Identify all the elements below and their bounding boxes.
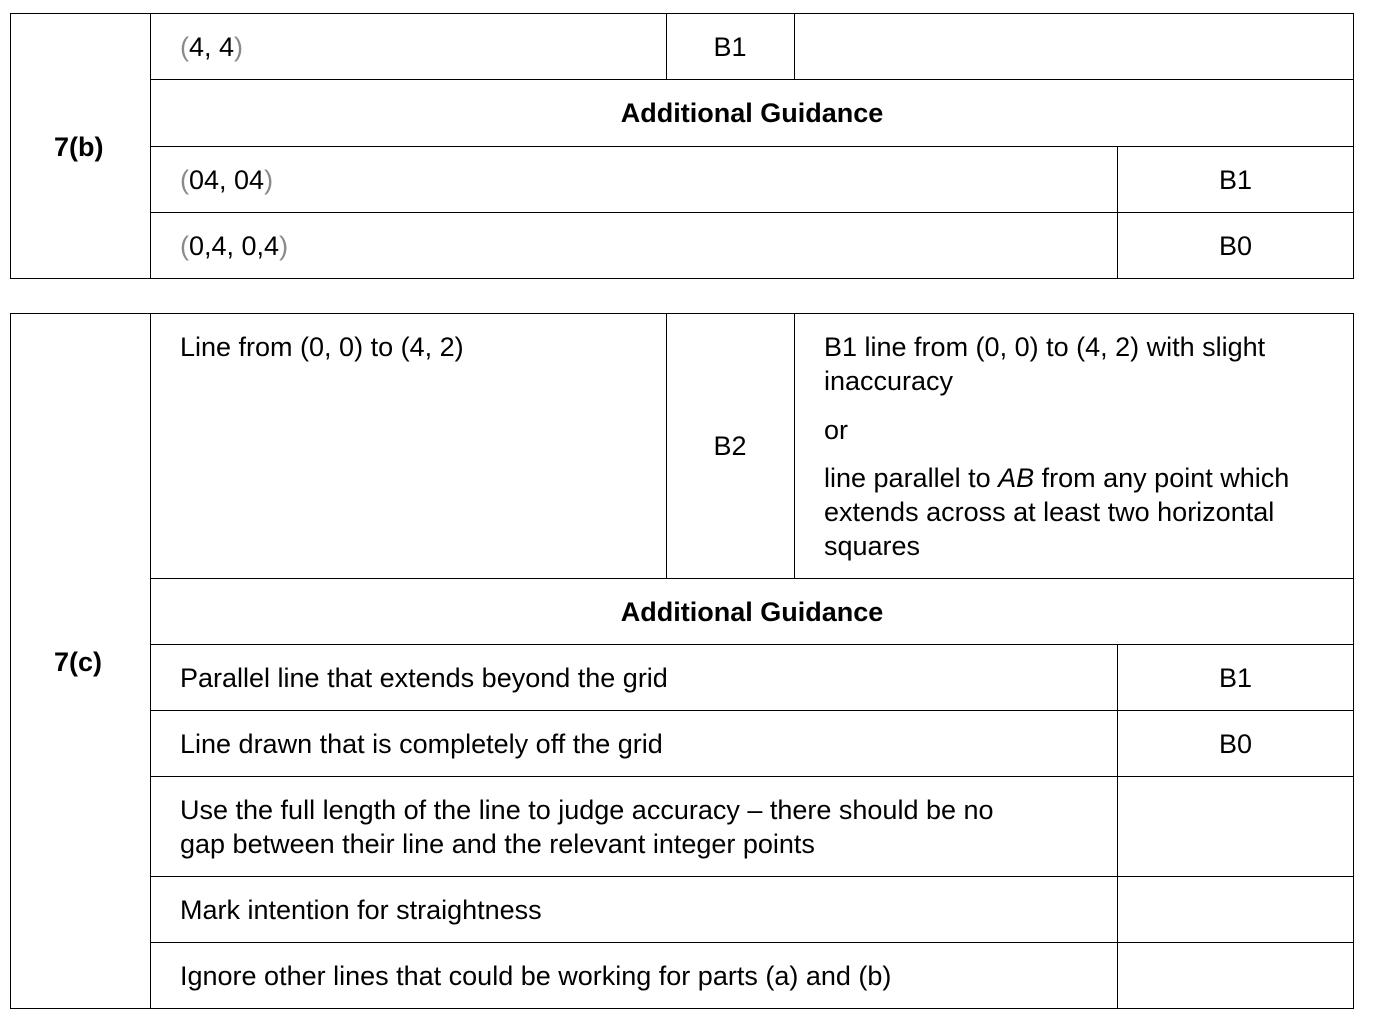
question-label-7b: 7(b)	[54, 132, 104, 162]
divider	[1117, 644, 1118, 1009]
guidance-row: Use the full length of the line to judge accuracy – there should be no	[180, 795, 994, 825]
guidance-text: 04, 04	[189, 165, 265, 195]
comment-text: from any point which	[1034, 463, 1290, 493]
divider	[150, 710, 1354, 711]
divider	[794, 13, 795, 79]
answer-7c: Line from (0, 0) to (4, 2)	[180, 332, 464, 362]
guidance-mark: B1	[1218, 663, 1253, 693]
bracket-close: )	[279, 231, 289, 261]
divider	[150, 876, 1354, 877]
bracket-close: )	[234, 32, 244, 62]
mark-7b: B1	[713, 32, 747, 62]
divider	[150, 578, 1354, 579]
guidance-mark: B0	[1218, 729, 1253, 759]
guidance-row: Mark intention for straightness	[180, 895, 542, 925]
additional-guidance-heading: Additional Guidance	[620, 98, 884, 128]
divider	[150, 212, 1354, 213]
comment-line: B1 line from (0, 0) to (4, 2) with slight	[824, 332, 1266, 362]
question-label-7c: 7(c)	[54, 647, 103, 677]
divider	[794, 313, 795, 578]
comment-line: squares	[824, 531, 921, 561]
divider	[150, 776, 1354, 777]
divider	[150, 146, 1354, 147]
guidance-row	[180, 163, 273, 197]
comment-or: or	[824, 415, 849, 445]
bracket-close: )	[264, 165, 274, 195]
divider	[150, 313, 151, 1009]
comment-italic: AB	[998, 463, 1035, 493]
comment-line	[824, 461, 1289, 495]
additional-guidance-heading: Additional Guidance	[620, 597, 884, 627]
guidance-row: Ignore other lines that could be working for parts (a) and (b)	[180, 961, 892, 991]
guidance-mark: B1	[1218, 165, 1253, 195]
divider	[150, 79, 1354, 80]
guidance-row: Line drawn that is completely off the grid	[180, 729, 663, 759]
bracket-open: (	[180, 32, 189, 62]
guidance-text: 0,4, 0,4	[189, 231, 280, 261]
guidance-mark: B0	[1218, 231, 1253, 261]
divider	[150, 644, 1354, 645]
comment-line: extends across at least two horizontal	[824, 497, 1275, 527]
guidance-row	[180, 229, 288, 263]
comment-text: line parallel to	[824, 463, 999, 493]
answer-value: 4, 4	[189, 32, 235, 62]
mark-7c: B2	[713, 431, 747, 461]
guidance-row: Parallel line that extends beyond the grid	[180, 663, 668, 693]
comment-line: inaccuracy	[824, 366, 954, 396]
bracket-open: (	[180, 165, 189, 195]
divider	[150, 942, 1354, 943]
guidance-row: gap between their line and the relevant integer points	[180, 829, 815, 859]
bracket-open: (	[180, 231, 189, 261]
answer-7b	[180, 30, 243, 64]
